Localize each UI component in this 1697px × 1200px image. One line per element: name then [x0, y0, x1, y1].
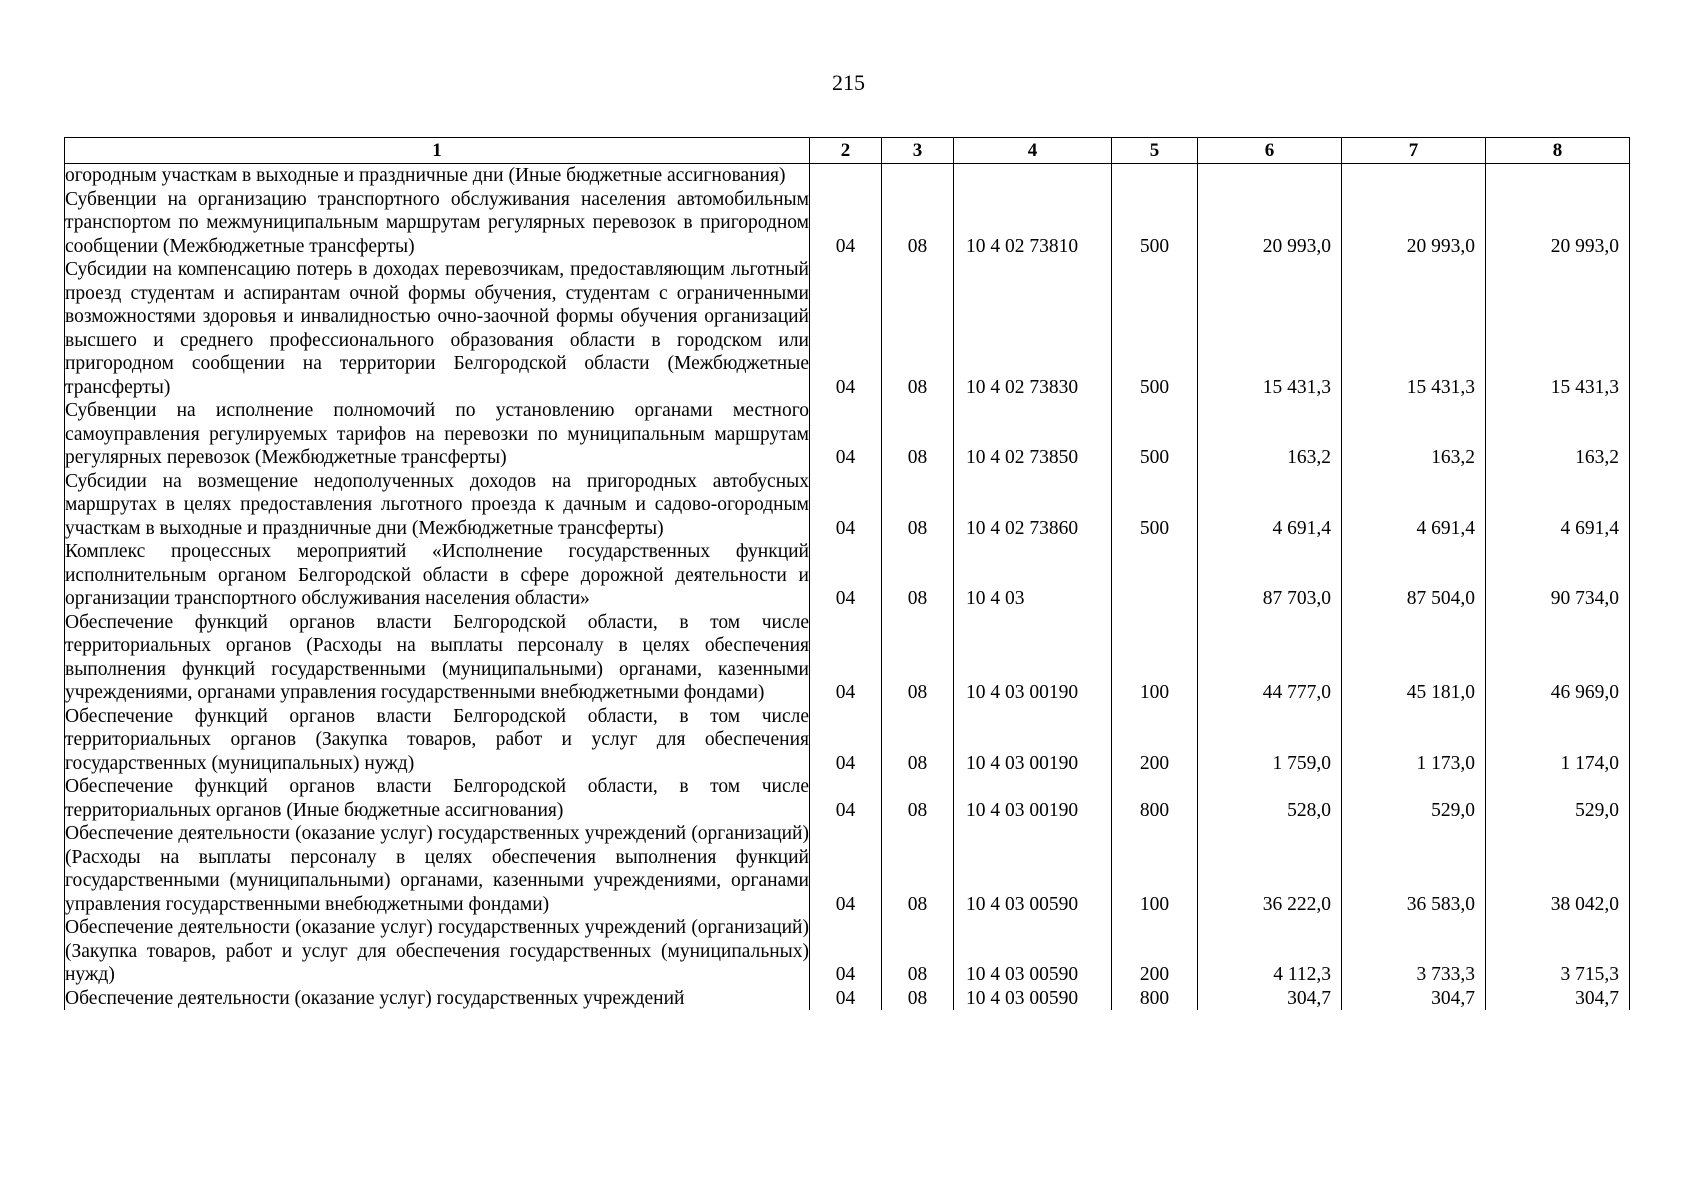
row-section: 04 — [810, 822, 882, 916]
row-amount-col7: 45 181,0 — [1342, 611, 1486, 705]
table-row — [65, 611, 1630, 705]
row-amount-col7: 529,0 — [1342, 775, 1486, 822]
row-target-article: 10 4 02 73810 — [954, 188, 1112, 259]
row-description: Обеспечение функций органов власти Белгородской области, в том числе территориальных органов (Иные бюджетные ассигнования) — [65, 776, 809, 821]
row-description: Обеспечение деятельности (оказание услуг) государственных учреждений — [65, 987, 810, 1011]
row-amount-col6: 20 993,0 — [1198, 188, 1342, 259]
header-col-5: 5 — [1112, 138, 1198, 164]
table-row — [65, 258, 1630, 399]
page-number: 215 — [832, 70, 865, 95]
row-amount-col8: 20 993,0 — [1486, 188, 1630, 259]
row-section: 04 — [810, 540, 882, 611]
row-description: Субсидии на компенсацию потерь в доходах перевозчикам, предоставляющим льготный проезд студентам и аспирантам очной формы обучения, студентам с ограниченными возможностями здоровья и инвалидностью очно-заочной формы обучения организаций высшего и среднего профессионального образования области в городском или пригородном сообщении на территории Белгородской области (Межбюджетные трансферты) — [65, 259, 809, 398]
row-description: огородным участкам в выходные и праздничные дни (Иные бюджетные ассигнования) — [65, 164, 810, 188]
table-row — [65, 470, 1630, 541]
row-description: Обеспечение функций органов власти Белгородской области, в том числе территориальных органов (Закупка товаров, работ и услуг для обеспечения государственных (муниципальных) нужд) — [65, 705, 809, 774]
row-expense-type: 800 — [1112, 987, 1198, 1011]
row-amount-col8: 529,0 — [1486, 775, 1630, 822]
row-amount-col8: 15 431,3 — [1486, 258, 1630, 399]
table-row — [65, 987, 1630, 1011]
row-amount-col6: 87 703,0 — [1198, 540, 1342, 611]
row-section: 04 — [810, 258, 882, 399]
table-row — [65, 916, 1630, 987]
header-col-1: 1 — [65, 138, 810, 164]
row-amount-col8: 163,2 — [1486, 399, 1630, 470]
row-amount-col7: 3 733,3 — [1342, 916, 1486, 987]
row-section: 04 — [810, 611, 882, 705]
row-expense-type: 200 — [1112, 705, 1198, 776]
table-row — [65, 822, 1630, 916]
row-amount-col8: 46 969,0 — [1486, 611, 1630, 705]
row-amount-col8: 1 174,0 — [1486, 705, 1630, 776]
row-target-article: 10 4 03 00590 — [954, 916, 1112, 987]
row-target-article: 10 4 03 00590 — [954, 987, 1112, 1011]
row-amount-col7: 20 993,0 — [1342, 188, 1486, 259]
row-subsection: 08 — [882, 916, 954, 987]
row-section: 04 — [810, 188, 882, 259]
header-row — [65, 138, 1630, 164]
row-amount-col6: 44 777,0 — [1198, 611, 1342, 705]
row-amount-col7: 163,2 — [1342, 399, 1486, 470]
header-col-7: 7 — [1342, 138, 1486, 164]
row-amount-col7: 87 504,0 — [1342, 540, 1486, 611]
row-amount-col7: 4 691,4 — [1342, 470, 1486, 541]
row-subsection: 08 — [882, 775, 954, 822]
row-description: Субвенции на исполнение полномочий по установлению органами местного самоуправления регулируемых тарифов на перевозки по муниципальным маршрутам регулярных перевозок (Межбюджетные трансферты) — [65, 400, 809, 468]
row-amount-col6: 1 759,0 — [1198, 705, 1342, 776]
table-row — [65, 164, 1630, 188]
row-expense-type — [1112, 540, 1198, 611]
row-description: Обеспечение деятельности (оказание услуг) государственных учреждений (организаций) (Расходы на выплаты персоналу в целях обеспечения выполнения функций государственными (муниципальными) органами, казенными учреждениями, органами управления государственными внебюджетными фондами) — [65, 823, 809, 915]
row-amount-col6: 528,0 — [1198, 775, 1342, 822]
row-target-article — [954, 164, 1112, 188]
header-col-2: 2 — [810, 138, 882, 164]
row-description: Обеспечение деятельности (оказание услуг) государственных учреждений (организаций) (Закупка товаров, работ и услуг для обеспечения государственных (муниципальных) нужд) — [65, 917, 809, 985]
row-subsection: 08 — [882, 188, 954, 259]
row-subsection: 08 — [882, 611, 954, 705]
row-amount-col8: 90 734,0 — [1486, 540, 1630, 611]
row-amount-col6: 36 222,0 — [1198, 822, 1342, 916]
row-amount-col8: 304,7 — [1486, 987, 1630, 1011]
row-section: 04 — [810, 987, 882, 1011]
row-expense-type: 100 — [1112, 611, 1198, 705]
table-row — [65, 705, 1630, 776]
row-amount-col6: 4 112,3 — [1198, 916, 1342, 987]
row-amount-col6: 304,7 — [1198, 987, 1342, 1011]
row-section: 04 — [810, 705, 882, 776]
row-subsection: 08 — [882, 705, 954, 776]
row-description: Обеспечение функций органов власти Белгородской области, в том числе территориальных органов (Расходы на выплаты персоналу в целях обеспечения выполнения функций государственными (муниципальными) органами, казенными учреждениями, органами управления государственными внебюджетными фондами) — [65, 611, 809, 703]
row-amount-col8 — [1486, 164, 1630, 188]
row-target-article: 10 4 03 00190 — [954, 611, 1112, 705]
row-expense-type: 500 — [1112, 258, 1198, 399]
row-subsection: 08 — [882, 540, 954, 611]
header-col-6: 6 — [1198, 138, 1342, 164]
budget-table — [64, 137, 1630, 1010]
row-expense-type: 200 — [1112, 916, 1198, 987]
row-section — [810, 164, 882, 188]
header-col-8: 8 — [1486, 138, 1630, 164]
row-description: Комплекс процессных мероприятий «Исполнение государственных функций исполнительным органом Белгородской области в сфере дорожной деятельности и организации транспортного обслуживания населения области» — [65, 541, 809, 609]
row-section: 04 — [810, 399, 882, 470]
row-amount-col6: 15 431,3 — [1198, 258, 1342, 399]
row-section: 04 — [810, 775, 882, 822]
header-col-3: 3 — [882, 138, 954, 164]
row-expense-type: 500 — [1112, 399, 1198, 470]
row-description: Субвенции на организацию транспортного обслуживания населения автомобильным транспортом по межмуниципальным маршрутам регулярных перевозок в пригородном сообщении (Межбюджетные трансферты) — [65, 188, 809, 257]
header-col-4: 4 — [954, 138, 1112, 164]
row-target-article: 10 4 03 00190 — [954, 775, 1112, 822]
row-target-article: 10 4 02 73850 — [954, 399, 1112, 470]
row-target-article: 10 4 03 — [954, 540, 1112, 611]
row-expense-type — [1112, 164, 1198, 188]
row-expense-type: 800 — [1112, 775, 1198, 822]
row-target-article: 10 4 02 73830 — [954, 258, 1112, 399]
row-amount-col7: 304,7 — [1342, 987, 1486, 1011]
row-amount-col8: 4 691,4 — [1486, 470, 1630, 541]
row-subsection: 08 — [882, 258, 954, 399]
row-amount-col6 — [1198, 164, 1342, 188]
row-section: 04 — [810, 470, 882, 541]
row-amount-col8: 38 042,0 — [1486, 822, 1630, 916]
row-amount-col6: 163,2 — [1198, 399, 1342, 470]
row-amount-col7: 36 583,0 — [1342, 822, 1486, 916]
row-amount-col7: 15 431,3 — [1342, 258, 1486, 399]
row-subsection: 08 — [882, 470, 954, 541]
row-subsection — [882, 164, 954, 188]
row-subsection: 08 — [882, 399, 954, 470]
table-row — [65, 188, 1630, 259]
row-description: Субсидии на возмещение недополученных доходов на пригородных автобусных маршрутах в целях предоставления льготного проезда к дачным и садово-огородным участкам в выходные и праздничные дни (Межбюджетные трансферты) — [65, 470, 809, 539]
row-expense-type: 500 — [1112, 470, 1198, 541]
row-section: 04 — [810, 916, 882, 987]
row-target-article: 10 4 03 00190 — [954, 705, 1112, 776]
row-subsection: 08 — [882, 822, 954, 916]
table-row — [65, 399, 1630, 470]
table-row — [65, 775, 1630, 822]
row-amount-col7 — [1342, 164, 1486, 188]
row-amount-col8: 3 715,3 — [1486, 916, 1630, 987]
row-subsection: 08 — [882, 987, 954, 1011]
row-target-article: 10 4 02 73860 — [954, 470, 1112, 541]
row-expense-type: 500 — [1112, 188, 1198, 259]
table-row — [65, 540, 1630, 611]
row-target-article: 10 4 03 00590 — [954, 822, 1112, 916]
row-amount-col6: 4 691,4 — [1198, 470, 1342, 541]
row-expense-type: 100 — [1112, 822, 1198, 916]
row-amount-col7: 1 173,0 — [1342, 705, 1486, 776]
